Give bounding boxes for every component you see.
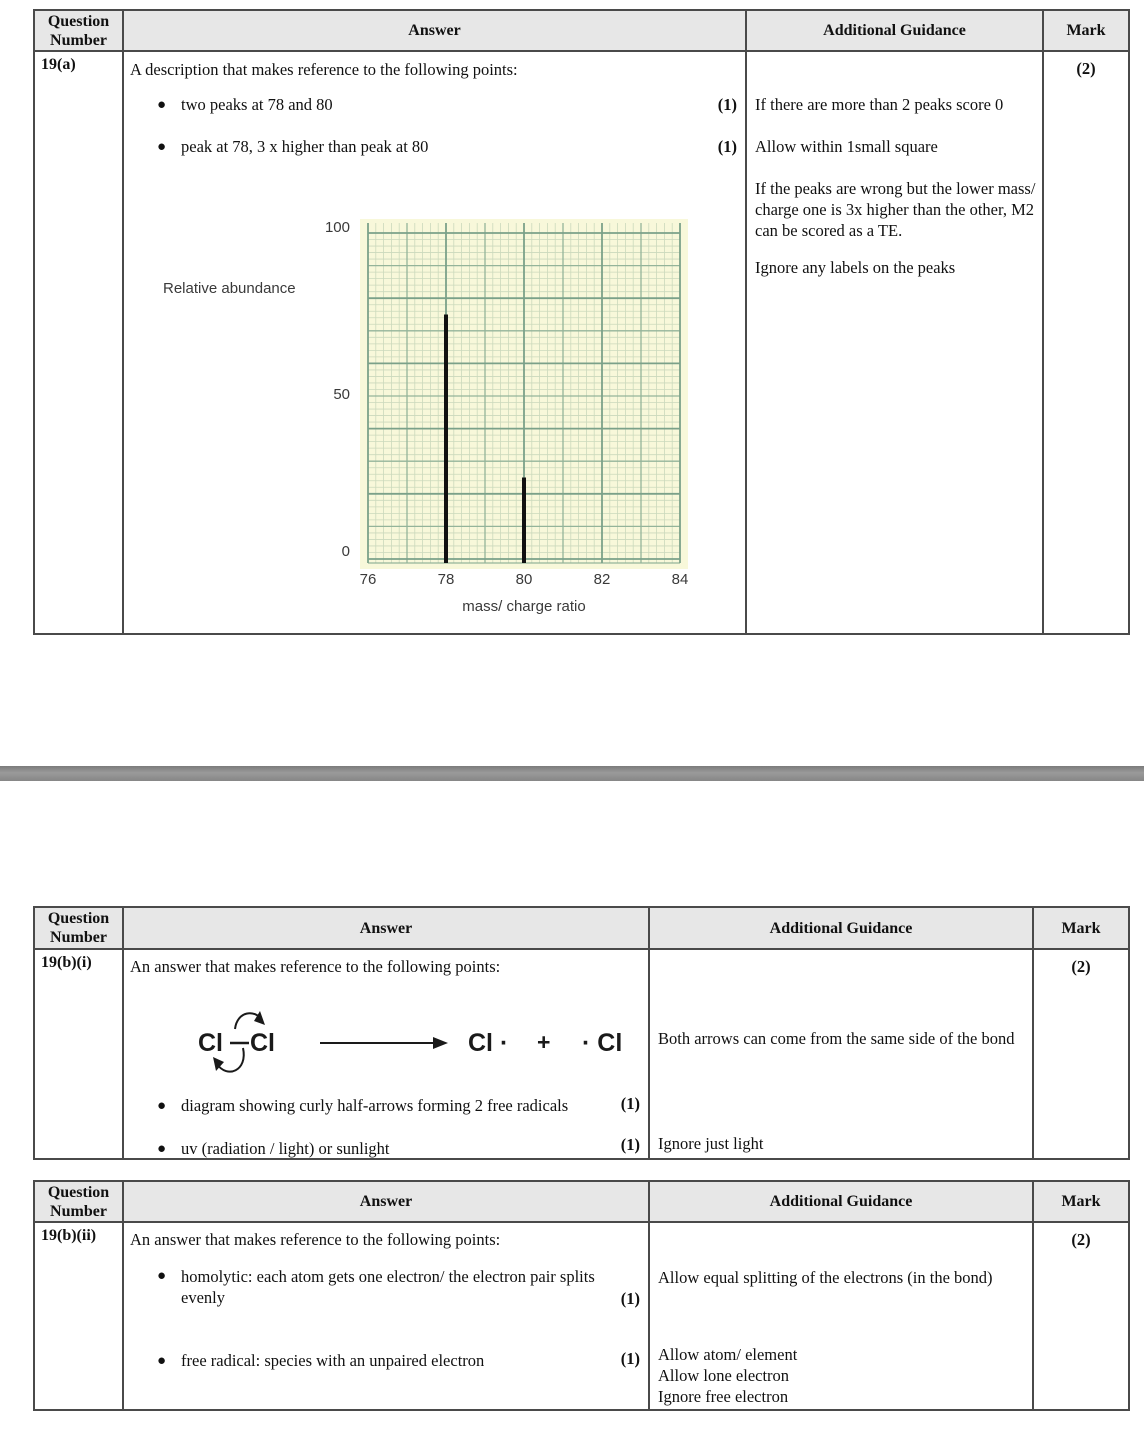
mark-cell xyxy=(1034,950,1128,1158)
guidance-line: Ignore just light xyxy=(658,1134,764,1153)
question-number: 19(a) xyxy=(41,56,76,73)
mark-point: (1) xyxy=(620,1349,640,1368)
bullet-text: homolytic: each atom gets one electron/ the electron pair splits evenly xyxy=(181,1267,595,1307)
reactant-cl-left: Cl xyxy=(198,1029,223,1057)
header-mark xyxy=(1034,1182,1128,1223)
header-question-number-label: Question Number xyxy=(47,1183,110,1220)
mark-point: (1) xyxy=(620,1289,640,1308)
question-number: 19(b)(i) xyxy=(41,954,92,971)
mark-point: (1) xyxy=(620,1094,640,1113)
guidance-cell xyxy=(650,950,1034,1158)
plus-sign: + xyxy=(537,1029,551,1055)
header-answer xyxy=(124,11,747,52)
mark-cell xyxy=(1044,52,1128,633)
mark-total: (2) xyxy=(1071,1230,1091,1249)
header-additional-guidance-label: Additional Guidance xyxy=(769,919,913,937)
guidance-paragraph: Allow equal splitting of the electrons (in the bond) xyxy=(658,1268,993,1287)
mark-cell xyxy=(1034,1223,1128,1409)
y-axis-title: Relative abundance xyxy=(163,280,296,297)
question-number: 19(b)(ii) xyxy=(41,1227,97,1244)
x-tick-78: 78 xyxy=(437,571,455,588)
header-additional-guidance-label: Additional Guidance xyxy=(823,22,966,39)
homolysis-diagram xyxy=(190,998,650,1088)
guidance-paragraph: If the peaks are wrong but the lower mass/ charge one is 3x higher than the other, M2 can be scored as a TE. xyxy=(755,179,1036,240)
header-additional-guidance xyxy=(650,1182,1034,1223)
answer-intro: An answer that makes reference to the following points: xyxy=(130,1230,501,1249)
header-question-number xyxy=(35,11,124,52)
bullet-text: free radical: species with an unpaired electron xyxy=(181,1351,485,1370)
header-mark xyxy=(1044,11,1128,52)
x-tick-84: 84 xyxy=(671,571,689,588)
y-tick-50: 50 xyxy=(333,386,350,403)
header-mark-label: Mark xyxy=(1061,1193,1101,1210)
header-question-number-label: Question Number xyxy=(47,12,110,49)
guidance-line: Allow atom/ element xyxy=(658,1345,798,1364)
header-answer-label: Answer xyxy=(359,1193,413,1210)
question-number-cell xyxy=(35,950,124,1158)
header-question-number-label: Question Number xyxy=(47,910,110,946)
guidance-line: Ignore any labels on the peaks xyxy=(755,258,956,277)
question-number-cell xyxy=(35,52,124,633)
header-mark-label: Mark xyxy=(1061,919,1101,937)
bullet-text: diagram showing curly half-arrows forming 2 free radicals xyxy=(181,1096,569,1115)
page-separator-bar xyxy=(0,766,1144,781)
bullet-icon: ● xyxy=(157,97,167,113)
header-mark-label: Mark xyxy=(1066,22,1106,39)
header-mark xyxy=(1034,908,1128,950)
product-cl-radical-1: Cl · xyxy=(468,1029,509,1057)
x-axis-title: mass/ charge ratio xyxy=(462,598,586,615)
header-question-number xyxy=(35,1182,124,1223)
bullet-text: uv (radiation / light) or sunlight xyxy=(181,1139,390,1158)
guidance-line: Allow lone electron xyxy=(658,1366,790,1385)
header-answer-label: Answer xyxy=(408,22,461,39)
y-tick-0: 0 xyxy=(341,543,350,560)
header-question-number xyxy=(35,908,124,950)
mark-point: (1) xyxy=(717,137,737,156)
reactant-cl-right: Cl xyxy=(250,1029,275,1057)
x-tick-82: 82 xyxy=(593,571,611,588)
guidance-cell xyxy=(747,52,1044,633)
header-additional-guidance xyxy=(650,908,1034,950)
bullet-text: two peaks at 78 and 80 xyxy=(181,95,333,114)
x-tick-80: 80 xyxy=(515,571,533,588)
header-answer-label: Answer xyxy=(359,919,413,937)
mark-point: (1) xyxy=(717,95,737,114)
guidance-line: Ignore free electron xyxy=(658,1387,789,1406)
table-19bii xyxy=(33,1180,1130,1411)
answer-cell xyxy=(124,950,650,1158)
mark-total: (2) xyxy=(1076,59,1096,78)
header-answer xyxy=(124,1182,650,1223)
product-cl-radical-2: · Cl xyxy=(582,1029,623,1057)
guidance-line: If there are more than 2 peaks score 0 xyxy=(755,95,1004,114)
reaction-arrow-head xyxy=(433,1037,448,1049)
bullet-icon: ● xyxy=(157,1268,167,1284)
answer-cell xyxy=(124,1223,650,1409)
graph-paper xyxy=(360,219,688,569)
bullet-text: peak at 78, 3 x higher than peak at 80 xyxy=(181,137,429,156)
bullet-icon: ● xyxy=(157,1141,167,1157)
guidance-cell xyxy=(650,1223,1034,1409)
guidance-line: Allow within 1small square xyxy=(755,137,938,156)
answer-intro: A description that makes reference to the following points: xyxy=(130,60,518,79)
header-additional-guidance xyxy=(747,11,1044,52)
curly-half-arrow-top-head xyxy=(254,1011,265,1025)
header-answer xyxy=(124,908,650,950)
mark-point: (1) xyxy=(620,1135,640,1154)
header-additional-guidance-label: Additional Guidance xyxy=(769,1193,913,1210)
answer-intro: An answer that makes reference to the following points: xyxy=(130,957,501,976)
y-tick-100: 100 xyxy=(324,219,350,236)
bullet-icon: ● xyxy=(157,139,167,155)
mark-total: (2) xyxy=(1071,957,1091,976)
guidance-paragraph: Both arrows can come from the same side of the bond xyxy=(658,1029,1015,1048)
question-number-cell xyxy=(35,1223,124,1409)
bullet-icon: ● xyxy=(157,1098,167,1114)
x-tick-76: 76 xyxy=(359,571,377,588)
bullet-icon: ● xyxy=(157,1353,167,1369)
table-19bi xyxy=(33,906,1130,1160)
